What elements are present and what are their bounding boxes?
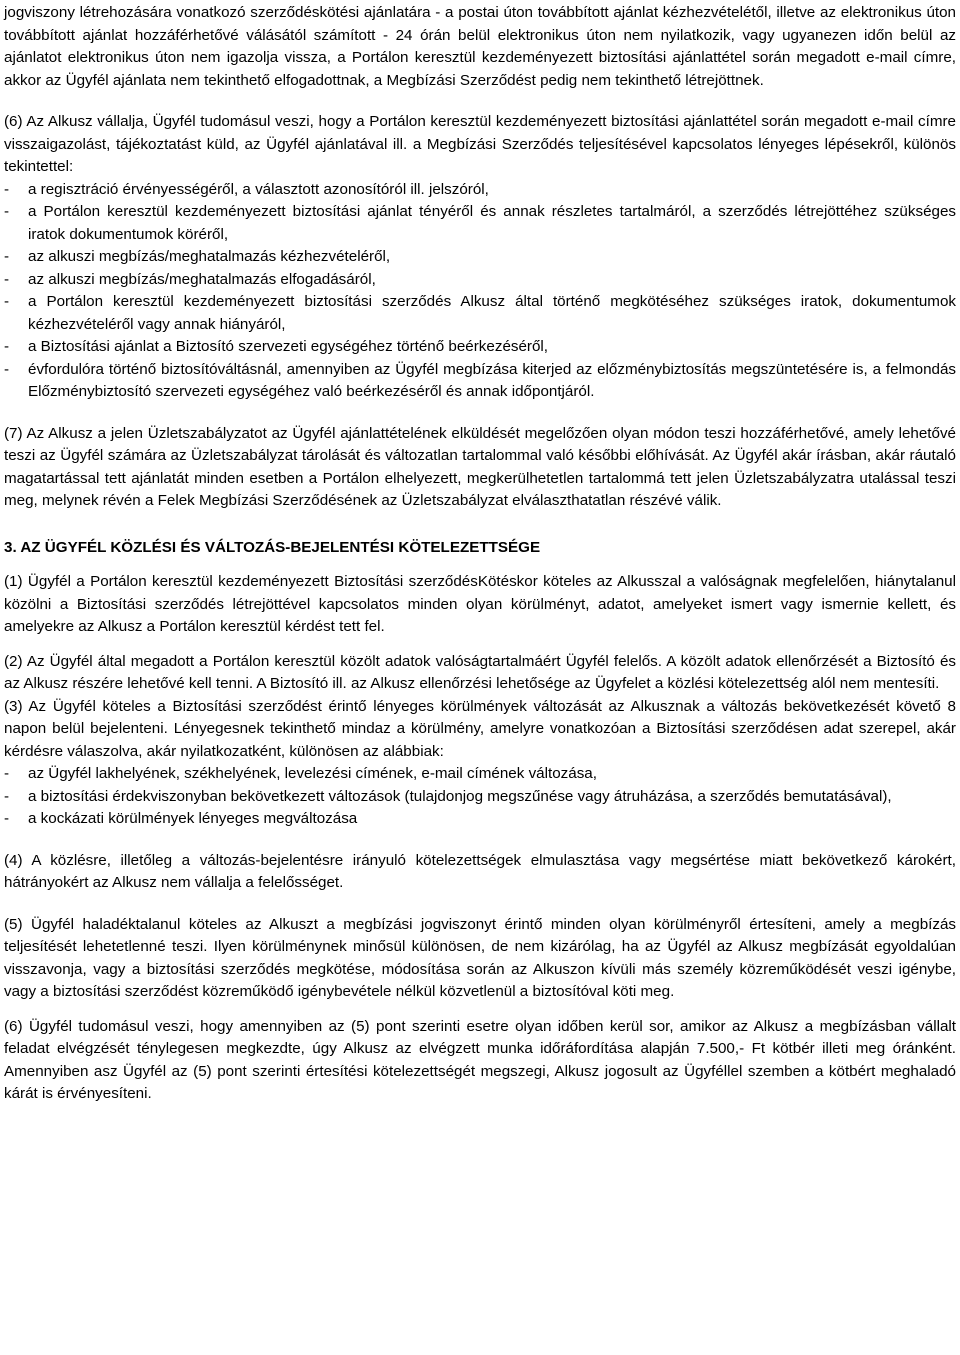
list-item: - a Biztosítási ajánlat a Biztosító szervezeti egységéhez történő beérkezéséről, [4,336,956,359]
paragraph-7: (7) Az Alkusz a jelen Üzletszabályzatot az Ügyfél ajánlattételének elküldését megelőzően olyan módon teszi hozzáférhetővé, amely lehetővé teszi az Ügyfél számára az Üzletszabályzat tárolását és változatlan tartalommal való későbbi előhívását. Az Ügyfél akár írásban, akár ráutaló magatartással tett ajánlatát minden esetben a Portálon elhelyezett, megkerülhetetlen tartalommá tett jelen Üzletszabályzatra utalással teszi meg, melynek révén a Felek Megbízási Szerződésének az Üzletszabályzat elválaszthatatlan részévé válik. [4,424,956,509]
section-3-heading: 3. AZ ÜGYFÉL KÖZLÉSI ÉS VÁLTOZÁS-BEJELENTÉSI KÖTELEZETTSÉGE [4,538,541,556]
section-3-paragraph-1: (1) Ügyfél a Portálon keresztül kezdeményezett Biztosítási szerződésKötéskor köteles az Alkusszal a valóságnak megfelelően, hiánytalanul közölni a Biztosítási szerződés létrejöttével kapcsolatos minden olyan körülményt, adatot, amelyeket ismert vagy ismernie kellett, és amelyekre az Alkusz a Portálon keresztül kérdést tett fel. [4,573,956,635]
list-item: - a regisztráció érvényességéről, a választott azonosítóról ill. jelszóról, [4,179,956,202]
list-item: - az alkuszi megbízás/meghatalmazás elfogadásáról, [4,269,956,292]
list-item: - a kockázati körülmények lényeges megváltozása [4,808,956,831]
list-item: - az Ügyfél lakhelyének, székhelyének, levelezési címének, e-mail címének változása, [4,763,956,786]
list-item: - az alkuszi megbízás/meghatalmazás kézhezvételéről, [4,246,956,269]
list-item: - a Portálon keresztül kezdeményezett biztosítási szerződés Alkusz által történő megkötéséhez szükséges iratok, dokumentumok kézhezvételéről vagy annak hiányáról, [4,291,956,336]
change-list [4,763,956,831]
intro-paragraph: jogviszony létrehozására vonatkozó szerződéskötési ajánlatára - a postai úton továbbított ajánlat kézhezvételétől, illetve az elektronikus úton továbbított ajánlat hozzáférhetővé válásától számított - 24 órán belül elektronikus úton nem nyilatkozik, vagy ugyanezen időn belül az ajánlatot elektronikus úton nem igazolja vissza, a Portálon keresztül kezdeményezett biztosítási ajánlattétel során megadott e-mail címre, akkor az Ügyfél ajánlata nem tekinthető elfogadottnak, a Megbízási Szerződést pedig nem tekinthető létrejöttnek. [4,4,956,89]
list-item: - a Portálon keresztül kezdeményezett biztosítási ajánlat tényéről és annak részletes tartalmáról, a szerződés létrejöttéhez szükséges iratok dokumentumok köréről, [4,201,956,246]
paragraph-6: (6) Az Alkusz vállalja, Ügyfél tudomásul veszi, hogy a Portálon keresztül kezdeményezett biztosítási ajánlattétel során megadott e-mail címre visszaigazolást, tájékoztatást küld, az Ügyfél ajánlatával ill. a Megbízási Szerződés teljesítésével kapcsolatos lényeges lépésekről, különös tekintettel: [4,113,956,175]
section-3-paragraph-5: (5) Ügyfél haladéktalanul köteles az Alkuszt a megbízási jogviszonyt érintő minden olyan körülményről értesíteni, amely a megbízás teljesítését lehetetlenné teszi. Ilyen körülménynek minősül különösen, de nem kizárólag, ha az Ügyfél az Alkusz megbízását egyoldalúan visszavonja, vagy a biztosítási szerződés megkötése, módosítása során az Alkuszon kívüli más személy közreműködését veszi igénybe, vagy a biztosítási szerződést közreműködő igénybevétele nélkül közvetlenül a biztosítóval köti meg. [4,915,956,1000]
list-item: - a biztosítási érdekviszonyban bekövetkezett változások (tulajdonjog megszűnése vagy átruházása, a szerződés bemutatásával), [4,786,956,809]
section-3-paragraph-6: (6) Ügyfél tudomásul veszi, hogy amennyiben az (5) pont szerinti esetre olyan időben kerül sor, amikor az Alkusz a megbízásban vállalt feladat elvégzését ténylegesen megkezdte, úgy Alkusz az elvégzett munka időráfordítása alapján 7.500,- Ft kötbér illeti meg óránként. Amennyiben asz Ügyfél az (5) pont szerinti értesítési kötelezettségét megszegi, Alkusz jogosult az Ügyféllel szemben a kötbért meghaladó kárát is érvényesíteni. [4,1017,956,1102]
list-item: - évfordulóra történő biztosítóváltásnál, amennyiben az Ügyfél megbízása kiterjed az előzménybiztosítás megszüntetésére is, a felmondás Előzménybiztosító szervezeti egységéhez való beérkezéséről és annak időpontjáról. [4,359,956,404]
section-3-paragraph-4: (4) A közlésre, illetőleg a változás-bejelentésre irányuló kötelezettségek elmulasztása vagy megsértése miatt bekövetkező károkért, hátrányokért az Alkusz nem vállalja a felelősséget. [4,851,956,891]
section-3-paragraph-2: (2) Az Ügyfél által megadott a Portálon keresztül közölt adatok valóságtartalmáért Ügyfél felelős. A közölt adatok ellenőrzését a Biztosító és az Alkusz részére lehetővé kell tenni. A Biztosító ill. az Alkusz ellenőrzési lehetősége az Ügyfelet a közlési kötelezettség alól nem mentesíti. [4,652,956,692]
section-3-paragraph-3: (3) Az Ügyfél köteles a Biztosítási szerződést érintő lényeges körülmények változását az Alkusznak a változás bekövetkezését követő 8 napon belül bejelenteni. Lényegesnek tekinthető mindaz a körülmény, amelyre vonatkozóan a Biztosítási szerződésen adat szerepel, akár kérdésre válaszolva, akár nyilatkozatként, különösen az alábbiak: [4,697,956,760]
notification-list [4,179,956,404]
